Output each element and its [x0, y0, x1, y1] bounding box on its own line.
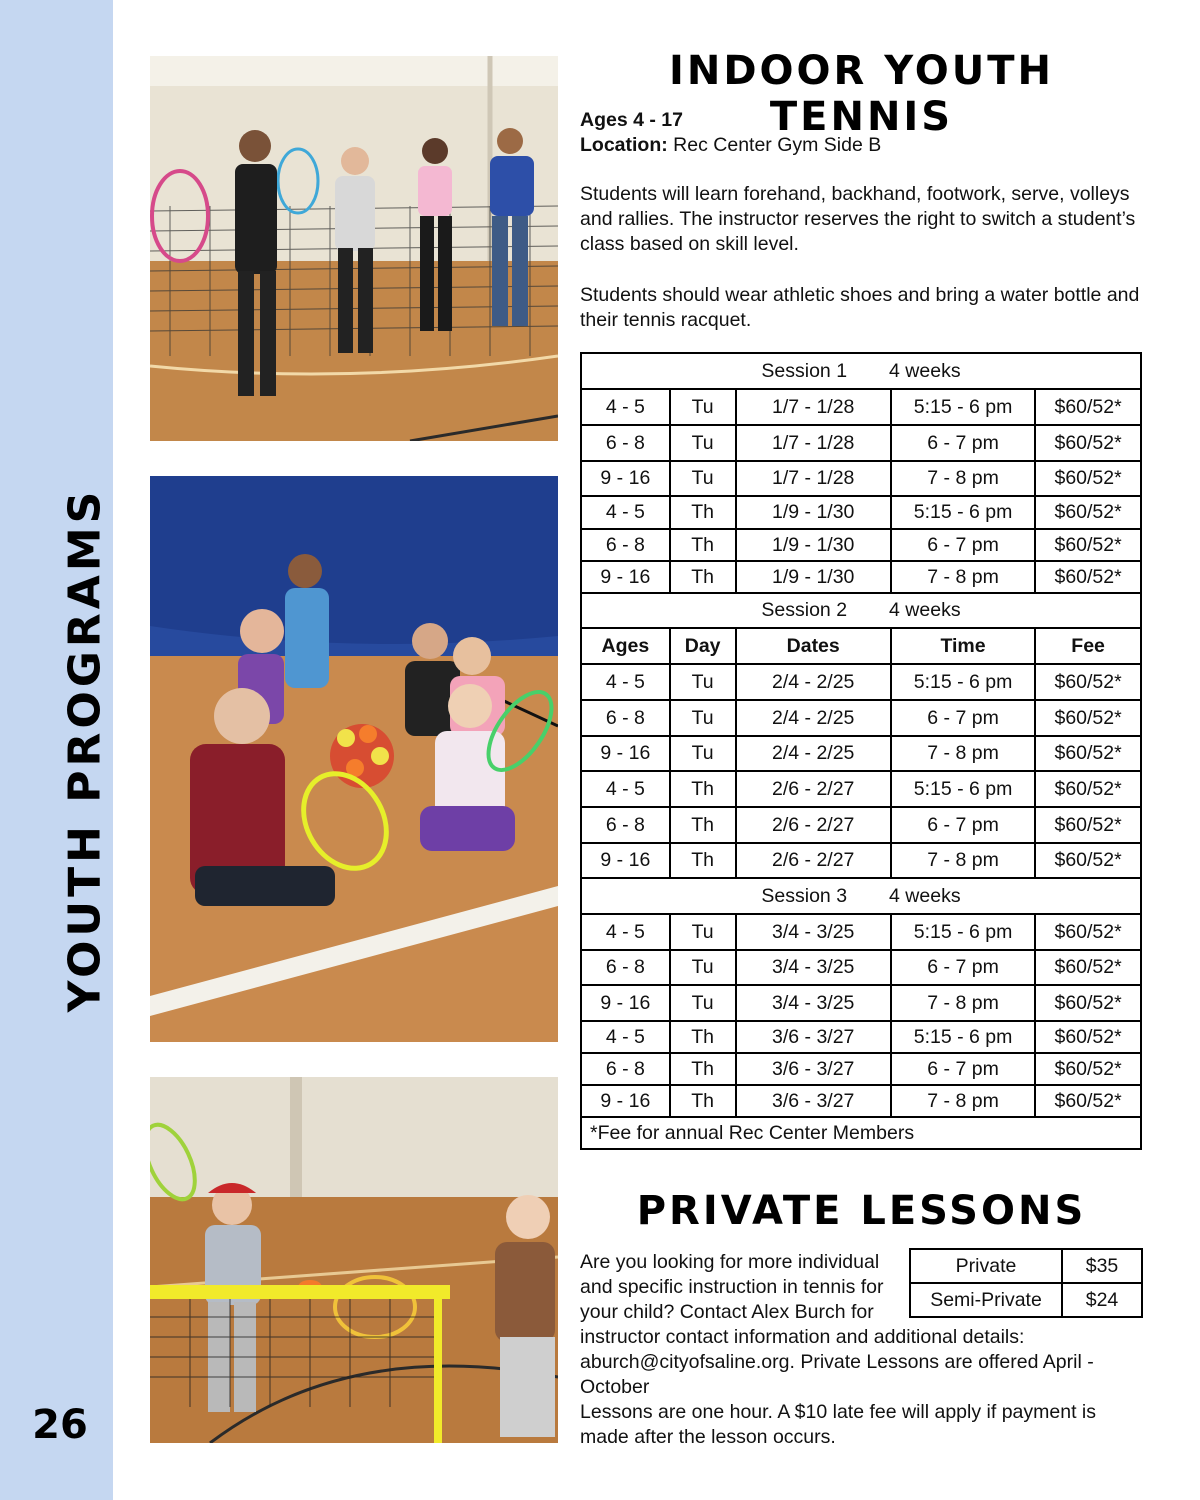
table-row — [581, 461, 1141, 496]
cell-time: 5:15 - 6 pm — [891, 771, 1035, 807]
footnote-row — [581, 1117, 1141, 1149]
private-lesson-price-table — [909, 1248, 1143, 1318]
cell-dates: 3/4 - 3/25 — [736, 950, 891, 985]
cell-fee: $60/52* — [1035, 700, 1141, 736]
cell-day: Th — [670, 496, 736, 529]
table-row — [581, 700, 1141, 736]
cell-dates: 3/6 - 3/27 — [736, 1053, 891, 1085]
cell-ages: 6 - 8 — [581, 700, 670, 736]
cell-fee: $60/52* — [1035, 985, 1141, 1021]
cell-day: Tu — [670, 664, 736, 700]
table-row — [581, 389, 1141, 425]
cell-dates: 1/9 - 1/30 — [736, 561, 891, 593]
lesson-type: Private — [910, 1249, 1062, 1283]
cell-fee: $60/52* — [1035, 529, 1141, 561]
cell-fee: $60/52* — [1035, 843, 1141, 878]
cell-ages: 6 - 8 — [581, 950, 670, 985]
cell-day: Th — [670, 529, 736, 561]
cell-dates: 1/7 - 1/28 — [736, 389, 891, 425]
table-row — [581, 950, 1141, 985]
cell-fee: $60/52* — [1035, 914, 1141, 950]
cell-ages: 4 - 5 — [581, 914, 670, 950]
cell-ages: 9 - 16 — [581, 1085, 670, 1117]
table-row — [581, 771, 1141, 807]
private-lessons-description: Are you looking for more individual and specific instruction in tennis for your child? Contact Alex Burch for instructor contact information and additional details: aburch@cityofsaline.org. Private Lessons are offered April - October — [580, 1251, 1094, 1398]
cell-fee: $60/52* — [1035, 461, 1141, 496]
session-header — [581, 593, 1141, 628]
cell-day: Th — [670, 807, 736, 843]
cell-ages: 9 - 16 — [581, 736, 670, 771]
cell-dates: 2/4 - 2/25 — [736, 700, 891, 736]
fee-footnote: *Fee for annual Rec Center Members — [581, 1117, 1141, 1149]
session-name: Session 3 — [761, 884, 848, 907]
table-row — [581, 736, 1141, 771]
cell-day: Th — [670, 561, 736, 593]
table-row — [581, 425, 1141, 461]
cell-day: Th — [670, 1021, 736, 1053]
cell-day: Th — [670, 1085, 736, 1117]
cell-day: Tu — [670, 985, 736, 1021]
cell-day: Tu — [670, 736, 736, 771]
lesson-price: $35 — [1062, 1249, 1142, 1283]
cell-dates: 3/6 - 3/27 — [736, 1085, 891, 1117]
cell-fee: $60/52* — [1035, 425, 1141, 461]
cell-fee: $60/52* — [1035, 950, 1141, 985]
lesson-type: Semi-Private — [910, 1283, 1062, 1317]
cell-time: 6 - 7 pm — [891, 950, 1035, 985]
cell-day: Tu — [670, 461, 736, 496]
cell-dates: 1/7 - 1/28 — [736, 461, 891, 496]
session-header — [581, 878, 1141, 914]
column-header-day: Day — [670, 628, 736, 664]
cell-time: 5:15 - 6 pm — [891, 664, 1035, 700]
cell-fee: $60/52* — [1035, 1085, 1141, 1117]
private-lessons-note: Lessons are one hour. A $10 late fee will apply if payment is made after the lesson occurs. — [580, 1401, 1096, 1448]
table-row — [581, 1085, 1141, 1117]
photo-boys-at-net — [150, 1077, 558, 1443]
cell-time: 5:15 - 6 pm — [891, 914, 1035, 950]
cell-day: Tu — [670, 914, 736, 950]
cell-fee: $60/52* — [1035, 561, 1141, 593]
schedule-table — [580, 352, 1142, 1150]
session-name: Session 2 — [761, 599, 848, 621]
table-row — [581, 1021, 1141, 1053]
price-row — [910, 1283, 1142, 1317]
cell-time: 6 - 7 pm — [891, 1053, 1035, 1085]
cell-dates: 2/6 - 2/27 — [736, 843, 891, 878]
cell-ages: 9 - 16 — [581, 461, 670, 496]
cell-dates: 2/4 - 2/25 — [736, 664, 891, 700]
cell-ages: 4 - 5 — [581, 496, 670, 529]
table-row — [581, 985, 1141, 1021]
column-header-row — [581, 628, 1141, 664]
cell-fee: $60/52* — [1035, 807, 1141, 843]
session-length: 4 weeks — [889, 599, 961, 621]
cell-day: Tu — [670, 389, 736, 425]
cell-ages: 6 - 8 — [581, 529, 670, 561]
program-info — [580, 108, 1143, 158]
section-title: YOUTH PROGRAMS — [59, 487, 111, 1013]
table-row — [581, 807, 1141, 843]
table-row — [581, 843, 1141, 878]
cell-time: 6 - 7 pm — [891, 425, 1035, 461]
tennis-heading: INDOOR YOUTH TENNIS — [668, 48, 1055, 140]
cell-time: 5:15 - 6 pm — [891, 1021, 1035, 1053]
cell-ages: 9 - 16 — [581, 843, 670, 878]
cell-ages: 4 - 5 — [581, 1021, 670, 1053]
cell-day: Th — [670, 771, 736, 807]
cell-fee: $60/52* — [1035, 1021, 1141, 1053]
cell-time: 7 - 8 pm — [891, 843, 1035, 878]
location-value: Rec Center Gym Side B — [673, 134, 882, 156]
cell-time: 7 - 8 pm — [891, 561, 1035, 593]
lesson-price: $24 — [1062, 1283, 1142, 1317]
cell-dates: 3/4 - 3/25 — [736, 985, 891, 1021]
cell-day: Tu — [670, 950, 736, 985]
ages-line: Ages 4 - 17 — [580, 109, 683, 131]
cell-time: 5:15 - 6 pm — [891, 496, 1035, 529]
cell-time: 6 - 7 pm — [891, 529, 1035, 561]
session-name: Session 1 — [761, 359, 848, 382]
cell-day: Tu — [670, 425, 736, 461]
cell-time: 7 - 8 pm — [891, 985, 1035, 1021]
private-lessons-heading: PRIVATE LESSONS — [636, 1188, 1087, 1234]
cell-dates: 1/7 - 1/28 — [736, 425, 891, 461]
cell-ages: 9 - 16 — [581, 561, 670, 593]
column-header-dates: Dates — [736, 628, 891, 664]
cell-fee: $60/52* — [1035, 496, 1141, 529]
cell-fee: $60/52* — [1035, 1053, 1141, 1085]
price-row — [910, 1249, 1142, 1283]
program-requirements: Students should wear athletic shoes and bring a water bottle and their tennis racquet. — [580, 284, 1140, 331]
cell-dates: 1/9 - 1/30 — [736, 496, 891, 529]
column-header-fee: Fee — [1035, 628, 1141, 664]
cell-time: 7 - 8 pm — [891, 461, 1035, 496]
cell-ages: 4 - 5 — [581, 771, 670, 807]
page-number: 26 — [32, 1402, 88, 1448]
table-row — [581, 496, 1141, 529]
cell-ages: 9 - 16 — [581, 985, 670, 1021]
cell-ages: 6 - 8 — [581, 807, 670, 843]
cell-time: 5:15 - 6 pm — [891, 389, 1035, 425]
program-description: Students will learn forehand, backhand, footwork, serve, volleys and rallies. The instructor reserves the right to switch a student’s class based on skill level. — [580, 183, 1136, 255]
cell-day: Th — [670, 843, 736, 878]
table-row — [581, 529, 1141, 561]
cell-ages: 6 - 8 — [581, 1053, 670, 1085]
table-row — [581, 914, 1141, 950]
photo-kids-sitting-with-balls — [150, 476, 558, 1042]
cell-fee: $60/52* — [1035, 771, 1141, 807]
private-lessons-info — [580, 1250, 1146, 1400]
table-row — [581, 561, 1141, 593]
column-header-time: Time — [891, 628, 1035, 664]
cell-fee: $60/52* — [1035, 664, 1141, 700]
table-row — [581, 664, 1141, 700]
cell-dates: 2/4 - 2/25 — [736, 736, 891, 771]
column-header-ages: Ages — [581, 628, 670, 664]
session-length: 4 weeks — [889, 884, 961, 907]
cell-ages: 4 - 5 — [581, 389, 670, 425]
cell-ages: 4 - 5 — [581, 664, 670, 700]
cell-day: Th — [670, 1053, 736, 1085]
cell-time: 7 - 8 pm — [891, 1085, 1035, 1117]
photo-kids-practicing-swings — [150, 56, 558, 441]
table-row — [581, 1053, 1141, 1085]
session-length: 4 weeks — [889, 359, 961, 382]
cell-dates: 2/6 - 2/27 — [736, 771, 891, 807]
cell-fee: $60/52* — [1035, 736, 1141, 771]
cell-time: 7 - 8 pm — [891, 736, 1035, 771]
location-label: Location: — [580, 134, 668, 156]
cell-day: Tu — [670, 700, 736, 736]
session-header — [581, 353, 1141, 389]
cell-dates: 1/9 - 1/30 — [736, 529, 891, 561]
cell-dates: 2/6 - 2/27 — [736, 807, 891, 843]
cell-time: 6 - 7 pm — [891, 700, 1035, 736]
cell-fee: $60/52* — [1035, 389, 1141, 425]
cell-time: 6 - 7 pm — [891, 807, 1035, 843]
cell-dates: 3/6 - 3/27 — [736, 1021, 891, 1053]
cell-ages: 6 - 8 — [581, 425, 670, 461]
cell-dates: 3/4 - 3/25 — [736, 914, 891, 950]
section-sidebar — [0, 0, 113, 1500]
